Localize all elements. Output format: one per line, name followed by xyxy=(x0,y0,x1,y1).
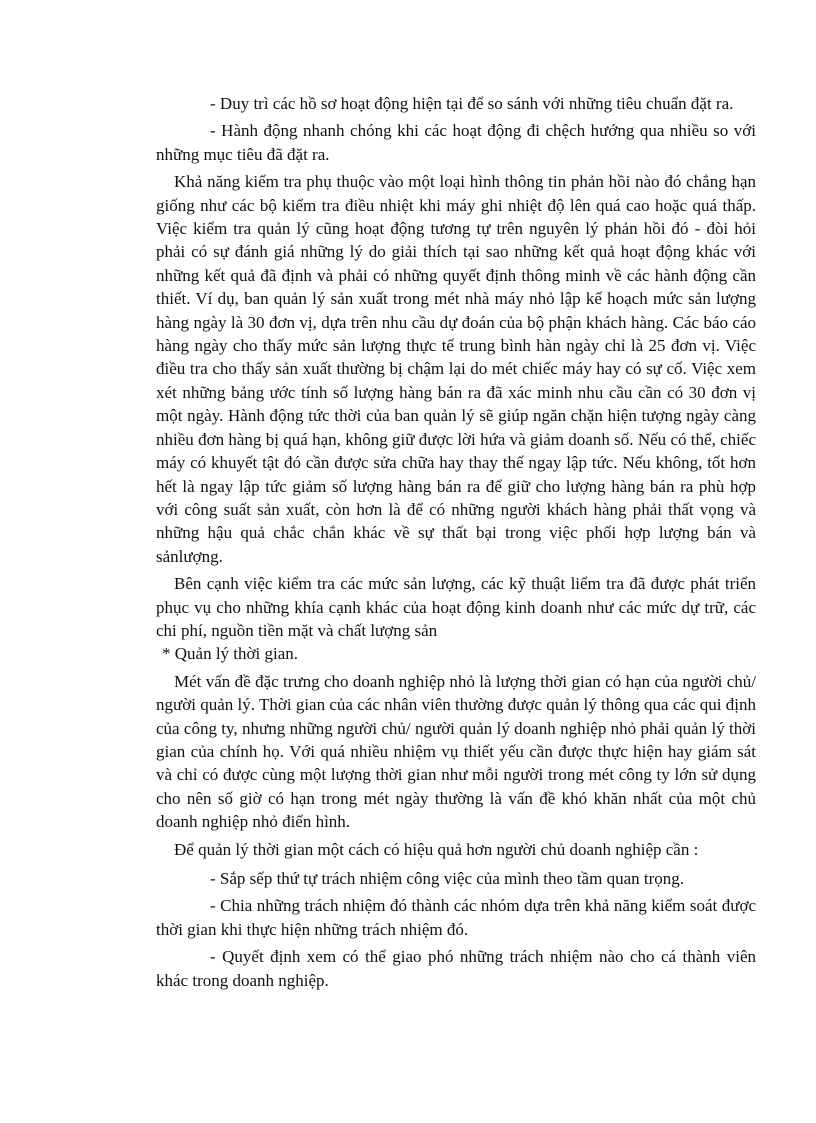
paragraph-time-problem: Mét vấn đề đặc trưng cho doanh nghiệp nhỏ là lượng thời gian có hạn của người chủ/ người quản lý. Thời gian của các nhân viên thường được quản lý thông qua các qui định của công ty, nhưng những người chủ/ người quản lý doanh nghiệp nhỏ phải quản lý thời gian của chính họ. Với quá nhiều nhiệm vụ thiết yếu cần được thực hiện hay giám sát và chỉ có được cùng một lượng thời gian như mỗi người trong mét công ty lớn sử dụng cho nên số giờ có hạn trong mét ngày thường là vấn đề khó khăn nhất của một chủ doanh nghiệp nhỏ điển hình. xyxy=(156,671,756,832)
bullet-prioritize: - Sắp sếp thứ tự trách nhiệm công việc của mình theo tầm quan trọng. xyxy=(210,869,684,888)
paragraph-control-feedback: Khả năng kiểm tra phụ thuộc vào một loại hình thông tin phản hồi nào đó chẳng hạn giống như các bộ kiểm tra điều nhiệt khi máy ghi nhiệt độ lên quá cao hoặc quá thấp. Việc kiểm tra quản lý cũng hoạt động tương tự trên nguyên lý phản hồi đó - đòi hỏi phải có sự đánh giá những lý do giải thích tại sao những kết quả hoạt động khác với những kết quả đã định và phải có những quyết định thông minh về các hành động cần thiết. Ví dụ, ban quản lý sản xuất trong mét nhà máy nhỏ lập kế hoạch mức sản lượng hàng ngày là 30 đơn vị, dựa trên nhu cầu dự đoán của bộ phận khách hàng. Các báo cáo hàng ngày cho thấy mức sản lượng thực tế trung bình hàn ngày chỉ là 25 đơn vị. Việc điều tra cho thấy sản xuất thường bị chậm lại do mét chiếc máy hay có sự cố. Việc xem xét những bảng ước tính số lượng hàng bán ra đã xác minh nhu cầu cần có 30 đơn vị một ngày. Hành động tức thời của ban quản lý sẽ giúp ngăn chặn hiện tượng ngày càng nhiều đơn hàng bị quá hạn, không giữ được lời hứa và giảm doanh số. Nếu có thể, chiếc máy có khuyết tật đó cần được sửa chữa hay thay thế ngay lập tức. Nếu không, tốt hơn hết là ngay lập tức giảm số lượng hàng bán ra để giữ cho lượng hàng bán ra phù hợp với công suất sản xuất, còn hơn là để có những người khách hàng phải thất vọng và những hậu quả chắc chắn khác về sự thất bại trong việc phối hợp lượng bán và sảnlượng. xyxy=(156,172,756,566)
section-heading-time-management: * Quản lý thời gian. xyxy=(162,644,298,664)
paragraph-control-techniques: Bên cạnh việc kiểm tra các mức sản lượng, các kỹ thuật liểm tra đã được phát triển phục vụ cho những khía cạnh khác của hoạt động kinh doanh như các mức dự trữ, các chi phí, nguồn tiền mặt và chất lượng sản xyxy=(156,574,756,640)
bullet-act-quickly: - Hành động nhanh chóng khi các hoạt động đi chệch hướng qua nhiều so với những mục tiêu đã đặt ra. xyxy=(156,121,756,164)
bullet-group-responsibilities: - Chia những trách nhiệm đó thành các nhóm dựa trên khả năng kiểm soát được thời gian khi thực hiện những trách nhiệm đó. xyxy=(156,896,756,939)
document-page xyxy=(156,92,756,992)
bullet-delegate: - Quyết định xem có thể giao phó những trách nhiệm nào cho cá thành viên khác trong doanh nghiệp. xyxy=(156,947,756,990)
paragraph-time-needs: Để quản lý thời gian một cách có hiệu quả hơn người chủ doanh nghiệp cần : xyxy=(174,839,699,859)
bullet-maintain-records: - Duy trì các hồ sơ hoạt động hiện tại để so sánh với những tiêu chuẩn đặt ra. xyxy=(210,94,734,113)
